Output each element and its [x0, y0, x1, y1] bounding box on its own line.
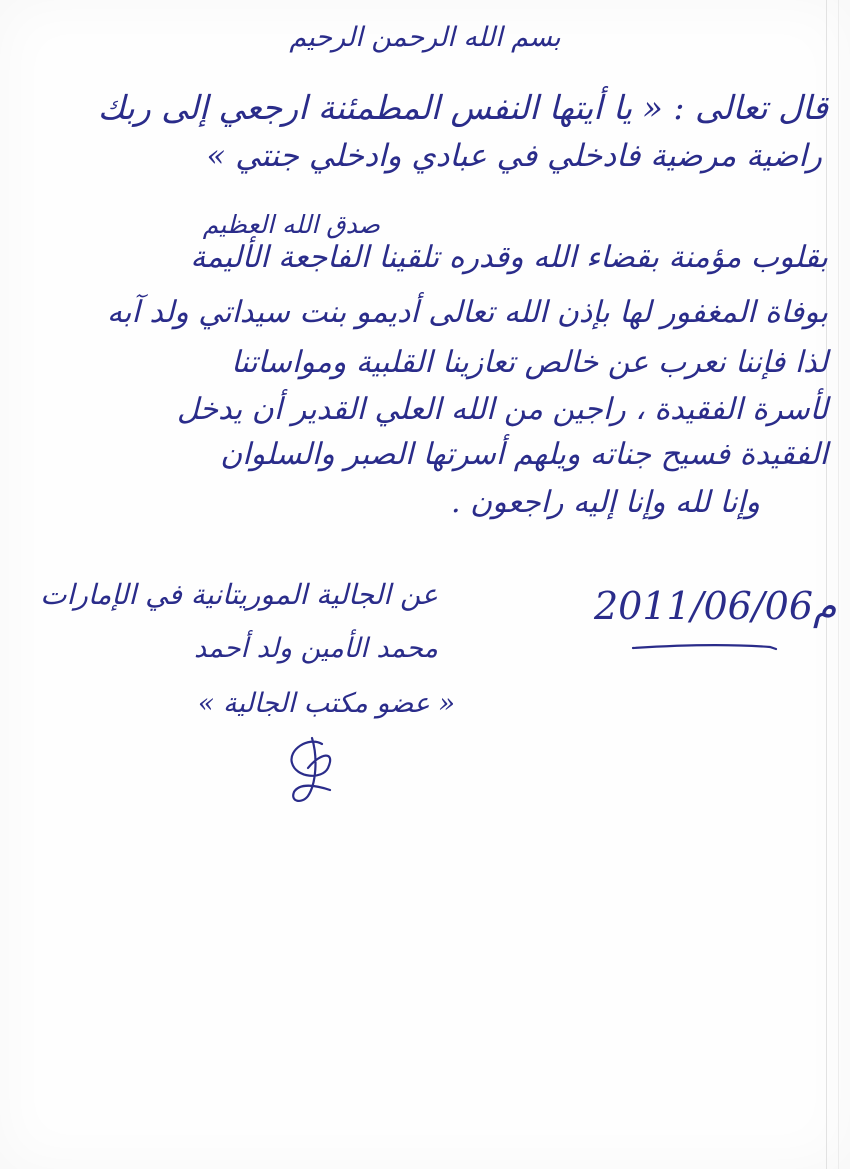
verse-closing: صدق الله العظيم	[202, 210, 380, 239]
signature-line-1: عن الجالية الموريتانية في الإمارات	[40, 578, 438, 611]
page-edge-line	[838, 0, 839, 1169]
body-line-1: بقلوب مؤمنة بقضاء الله وقدره تلقينا الفاجعة الأليمة	[190, 240, 828, 275]
verse-line-2: راضية مرضية فادخلي في عبادي وادخلي جنتي »	[206, 138, 822, 174]
bismillah-heading: بسم الله الرحمن الرحيم	[289, 22, 561, 53]
verse-line-1: قال تعالى : « يا أيتها النفس المطمئنة ارجعي إلى ربك	[97, 88, 828, 127]
signature-line-3: « عضو مكتب الجالية »	[197, 688, 455, 719]
signature-line-2: محمد الأمين ولد أحمد	[194, 633, 438, 664]
body-line-3: لذا فإننا نعرب عن خالص تعازينا القلبية ومواساتنا	[231, 345, 828, 380]
body-line-2: بوفاة المغفور لها بإذن الله تعالى أديمو بنت سيداتي ولد آبه	[107, 295, 828, 330]
date-underline	[630, 640, 780, 660]
body-line-6: وإنا لله وإنا إليه راجعون .	[451, 485, 760, 520]
body-line-5: الفقيدة فسيح جناته ويلهم أسرتها الصبر والسلوان	[220, 437, 828, 472]
date-text: 2011/06/06م	[594, 584, 837, 628]
signature-scribble	[278, 728, 348, 808]
body-line-4: لأسرة الفقيدة ، راجين من الله العلي القدير أن يدخل	[176, 392, 828, 427]
